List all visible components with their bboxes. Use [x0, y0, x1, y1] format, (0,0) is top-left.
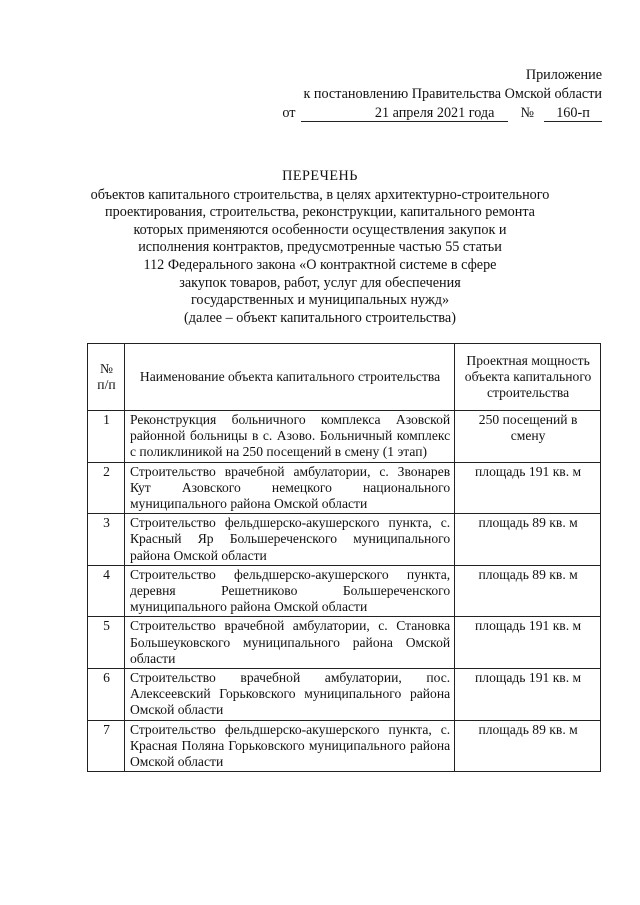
row-number: 6	[88, 669, 125, 721]
title-heading: ПЕРЕЧЕНЬ	[282, 168, 358, 184]
table-row	[88, 411, 601, 463]
column-header-number: № п/п	[88, 344, 125, 411]
row-number: 2	[88, 462, 125, 514]
objects-table	[87, 343, 601, 772]
object-capacity: площадь 191 кв. м	[455, 462, 601, 514]
row-number: 5	[88, 617, 125, 669]
column-header-capacity: Проектная мощность объекта капитального строительства	[455, 344, 601, 411]
date-number-line	[222, 104, 602, 123]
title-line: 112 Федерального закона «О контрактной системе в сфере	[143, 256, 497, 273]
resolution-date: 21 апреля 2021 года	[301, 105, 508, 122]
object-capacity: площадь 89 кв. м	[455, 565, 601, 617]
object-name: Реконструкция больничного комплекса Азовской районной больницы в с. Азово. Больничный комплекс с поликлиникой на 250 посещений в смену (1 этап)	[124, 411, 454, 463]
row-number: 1	[88, 411, 125, 463]
resolution-number: 160-п	[544, 105, 602, 122]
table-header-row	[88, 344, 601, 411]
title-line: объектов капитального строительства, в целях архитектурно-строительного	[90, 186, 550, 203]
table-row	[88, 462, 601, 514]
object-name: Строительство фельдшерско-акушерского пункта, с. Красный Яр Большереченского муниципального района Омской области	[124, 514, 454, 566]
appendix-label: Приложение	[525, 67, 602, 83]
column-header-name: Наименование объекта капитального строительства	[124, 344, 454, 411]
row-number: 4	[88, 565, 125, 617]
object-capacity: площадь 89 кв. м	[455, 514, 601, 566]
appendix-header	[222, 66, 602, 123]
title-line: государственных и муниципальных нужд»	[190, 292, 450, 309]
object-name: Строительство врачебной амбулатории, с. Становка Большеуковского муниципального района Омской области	[124, 617, 454, 669]
table-row	[88, 565, 601, 617]
table-row	[88, 720, 601, 772]
table-row	[88, 617, 601, 669]
object-name: Строительство фельдшерско-акушерского пункта, с. Красная Поляна Горьковского муниципального района Омской области	[124, 720, 454, 772]
row-number: 7	[88, 720, 125, 772]
object-name: Строительство врачебной амбулатории, с. Звонарев Кут Азовского немецкого национального муниципального района Омской области	[124, 462, 454, 514]
document-title	[70, 168, 570, 327]
object-capacity: площадь 89 кв. м	[455, 720, 601, 772]
table-row	[88, 669, 601, 721]
object-capacity: 250 посещений в смену	[455, 411, 601, 463]
title-line: исполнения контрактов, предусмотренные частью 55 статьи	[138, 239, 502, 256]
title-line: которых применяются особенности осуществления закупок и	[133, 221, 507, 238]
resolution-reference: к постановлению Правительства Омской области	[303, 86, 602, 102]
table-row	[88, 514, 601, 566]
number-label: №	[520, 105, 534, 121]
object-capacity: площадь 191 кв. м	[455, 617, 601, 669]
title-line: (далее – объект капитального строительства)	[184, 309, 456, 326]
object-name: Строительство фельдшерско-акушерского пункта, деревня Решетниково Большереченского муниципального района Омской области	[124, 565, 454, 617]
title-line: проектирования, строительства, реконструкции, капитального ремонта	[105, 204, 535, 221]
object-capacity: площадь 191 кв. м	[455, 669, 601, 721]
object-name: Строительство врачебной амбулатории, пос. Алексеевский Горьковского муниципального района Омской области	[124, 669, 454, 721]
title-line: закупок товаров, работ, услуг для обеспечения	[179, 274, 461, 291]
from-label: от	[282, 105, 296, 121]
row-number: 3	[88, 514, 125, 566]
